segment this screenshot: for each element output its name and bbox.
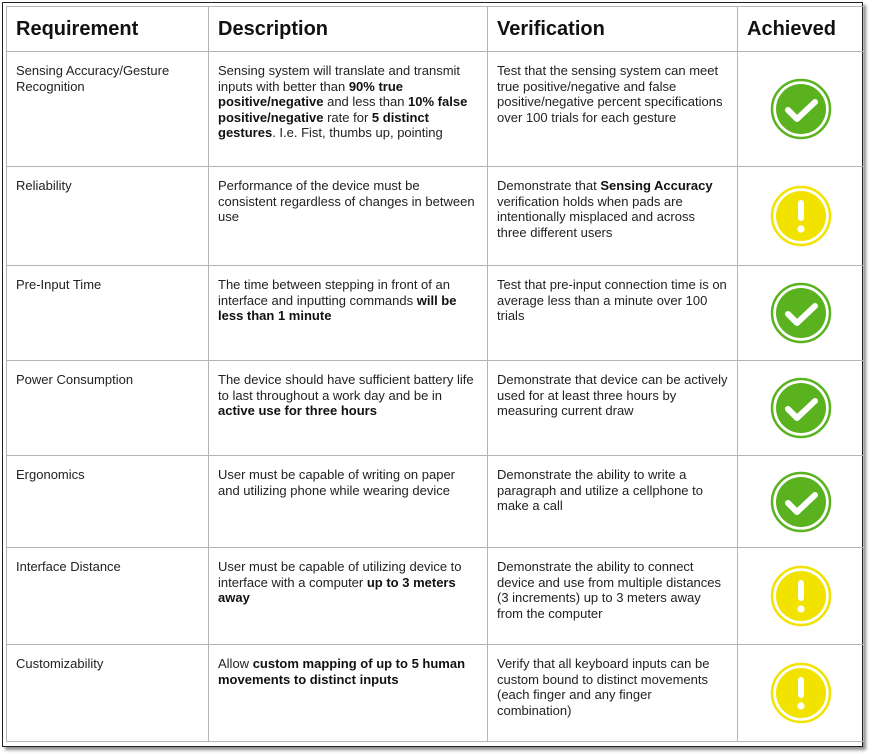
text-segment: Allow <box>218 656 253 671</box>
text-segment: The time between stepping in front of an interface and inputting commands <box>218 277 450 308</box>
check-icon <box>769 470 833 534</box>
emphasis-text: Sensing Accuracy <box>600 178 713 193</box>
verification-cell <box>488 645 738 742</box>
text-segment: and less than <box>323 94 409 109</box>
check-icon <box>769 376 833 440</box>
emphasis-text: up to 3 meters away <box>218 574 456 605</box>
achieved-cell <box>738 52 864 167</box>
verification-cell <box>488 266 738 361</box>
text-segment: Demonstrate the ability to connect device and use from multiple distances (3 increments) up to 3 meters away from the computer <box>497 559 722 621</box>
requirement-cell: Customizability <box>7 645 209 742</box>
emphasis-text: 90% true positive/negative <box>218 78 404 109</box>
table-row <box>7 52 864 167</box>
verification-cell <box>488 167 738 266</box>
text-segment: Verify that all keyboard inputs can be custom bound to distinct movements (each finger and any finger combination) <box>497 656 710 718</box>
check-icon <box>769 281 833 345</box>
warning-icon <box>769 184 833 248</box>
emphasis-text: will be less than 1 minute <box>218 292 457 323</box>
emphasis-text: 5 distinct gestures <box>218 109 429 140</box>
text-segment: . I.e. Fist, thumbs up, pointing <box>272 125 443 140</box>
table-row <box>7 645 864 742</box>
table-row <box>7 456 864 548</box>
warning-icon <box>769 661 833 725</box>
requirement-cell: Power Consumption <box>7 361 209 456</box>
table-row <box>7 361 864 456</box>
description-cell <box>209 266 488 361</box>
header-achieved: Achieved <box>738 7 864 52</box>
check-icon <box>769 77 833 141</box>
requirement-cell: Sensing Accuracy/Gesture Recognition <box>7 52 209 167</box>
description-cell <box>209 456 488 548</box>
text-segment: Demonstrate that device can be actively used for at least three hours by measuring current draw <box>497 372 728 418</box>
text-segment: Sensing system will translate and transmit inputs with better than <box>218 63 461 94</box>
description-cell <box>209 548 488 645</box>
text-segment: verification holds when pads are intentionally misplaced and across three different users <box>497 193 695 240</box>
table-body <box>7 52 864 742</box>
text-segment: Performance of the device must be consistent regardless of changes in between use <box>218 178 475 224</box>
verification-cell <box>488 548 738 645</box>
table-row <box>7 266 864 361</box>
achieved-cell <box>738 266 864 361</box>
requirement-cell: Reliability <box>7 167 209 266</box>
text-segment: Demonstrate the ability to write a paragraph and utilize a cellphone to make a call <box>497 467 703 513</box>
table-row <box>7 548 864 645</box>
table-row <box>7 167 864 266</box>
achieved-cell <box>738 167 864 266</box>
description-cell <box>209 52 488 167</box>
header-verification: Verification <box>488 7 738 52</box>
warning-icon <box>769 564 833 628</box>
verification-cell <box>488 361 738 456</box>
description-cell <box>209 167 488 266</box>
requirement-cell: Ergonomics <box>7 456 209 548</box>
requirement-cell: Interface Distance <box>7 548 209 645</box>
requirements-table <box>6 6 864 742</box>
description-cell <box>209 645 488 742</box>
emphasis-text: 10% false positive/negative <box>218 94 468 125</box>
verification-cell <box>488 52 738 167</box>
achieved-cell <box>738 361 864 456</box>
header-row <box>7 7 864 52</box>
verification-cell <box>488 456 738 548</box>
achieved-cell <box>738 548 864 645</box>
text-segment: Demonstrate that <box>497 178 601 193</box>
requirement-cell: Pre-Input Time <box>7 266 209 361</box>
text-segment: Test that pre-input connection time is on average less than a minute over 100 trials <box>497 277 727 323</box>
text-segment: User must be capable of utilizing device to interface with a computer <box>218 559 462 590</box>
emphasis-text: active use for three hours <box>218 403 377 418</box>
emphasis-text: custom mapping of up to 5 human movements to distinct inputs <box>218 656 466 687</box>
text-segment: User must be capable of writing on paper and utilizing phone while wearing device <box>218 467 456 498</box>
description-cell <box>209 361 488 456</box>
text-segment: Test that the sensing system can meet true positive/negative and false positive/negative percent specifications over 100 trials for each gesture <box>497 63 723 125</box>
header-description: Description <box>209 7 488 52</box>
achieved-cell <box>738 456 864 548</box>
achieved-cell <box>738 645 864 742</box>
header-requirement: Requirement <box>7 7 209 52</box>
text-segment: The device should have sufficient battery life to last throughout a work day and be in <box>218 372 474 403</box>
text-segment: rate for <box>323 109 372 125</box>
